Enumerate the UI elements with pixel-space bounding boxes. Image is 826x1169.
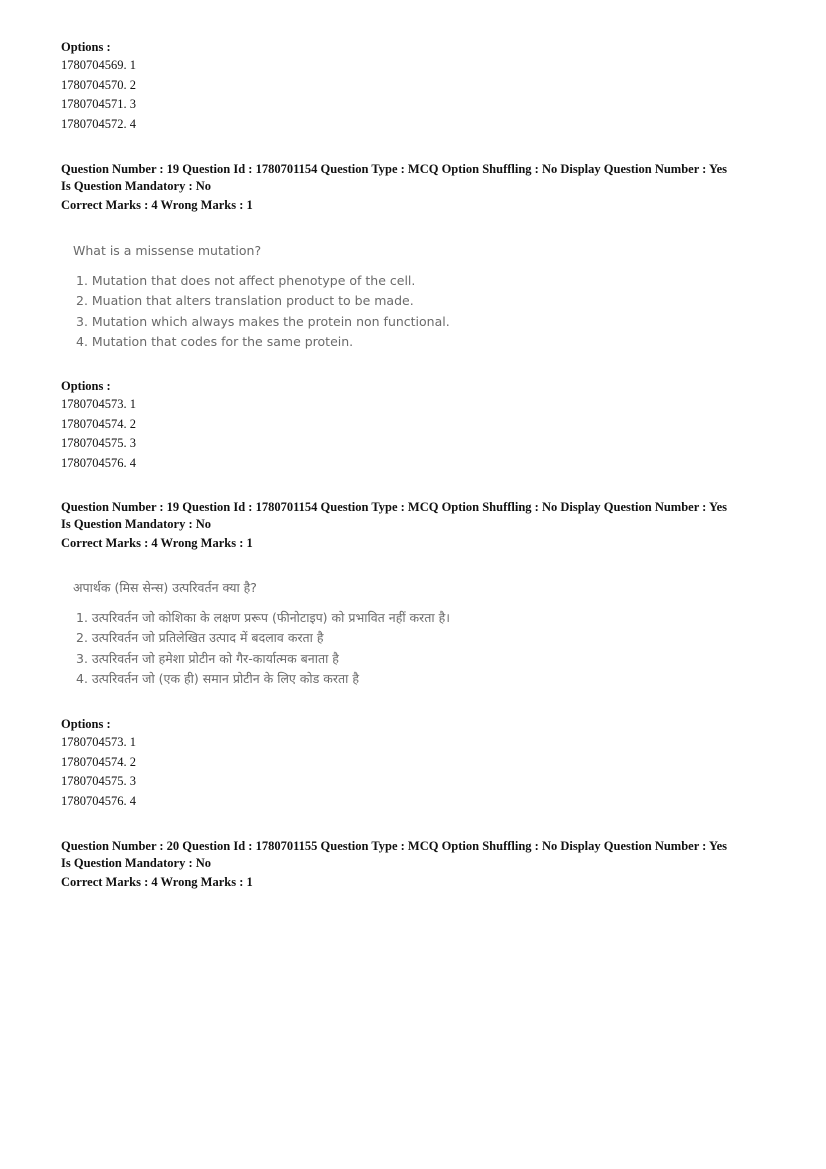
choice-item: 1. उत्परिवर्तन जो कोशिका के लक्षण प्ररूप (फीनोटाइप) को प्रभावित नहीं करता है।: [76, 610, 450, 625]
question-meta-q19-hi: [61, 499, 781, 552]
choice-list: [73, 271, 450, 352]
mandatory-line: Is Question Mandatory : No: [61, 516, 212, 531]
marks-line: Correct Marks : 4 Wrong Marks : 1: [61, 535, 253, 550]
mandatory-line: Is Question Mandatory : No: [61, 855, 212, 870]
choice-item: 2. उत्परिवर्तन जो प्रतिलेखित उत्पाद में बदलाव करता है: [76, 630, 324, 646]
question-meta-q20: [61, 838, 781, 891]
option-item-4: 1780704572. 4: [61, 116, 136, 131]
option-item-2: 1780704574. 2: [61, 416, 136, 431]
choice-item: 3. उत्परिवर्तन जो हमेशा प्रोटीन को गैर-कार्यात्मक बनाता है: [76, 650, 339, 666]
choice-item: 2. Muation that alters translation product to be made.: [76, 293, 414, 309]
question-meta-line: Question Number : 19 Question Id : 1780701154 Question Type : MCQ Option Shuffling : No Display Question Number : Yes: [61, 500, 728, 514]
options-block-q18: [61, 38, 136, 134]
option-item-2: 1780704574. 2: [61, 754, 136, 769]
option-item-4: 1780704576. 4: [61, 793, 136, 808]
choice-item: 1. Mutation that does not affect phenotype of the cell.: [76, 273, 416, 288]
mandatory-line: Is Question Mandatory : No: [61, 178, 212, 193]
option-item-3: 1780704571. 3: [61, 97, 136, 112]
question-text: अपार्थक (मिस सेन्स) उत्परिवर्तन क्या है?: [73, 580, 257, 595]
choice-item: 4. Mutation that codes for the same protein.: [76, 333, 354, 349]
option-item-4: 1780704576. 4: [61, 455, 136, 470]
options-label: Options :: [61, 40, 111, 54]
question-image-q19-en: [73, 241, 450, 352]
marks-line: Correct Marks : 4 Wrong Marks : 1: [61, 874, 253, 889]
options-label: Options :: [61, 379, 111, 393]
question-text: What is a missense mutation?: [73, 243, 262, 258]
choice-list: [73, 608, 450, 689]
options-block-q19-hi: [61, 715, 136, 811]
choice-item: 3. Mutation which always makes the protein non functional.: [76, 313, 450, 329]
option-item-1: 1780704569. 1: [61, 58, 136, 72]
question-meta-q19-en: [61, 161, 781, 214]
option-item-1: 1780704573. 1: [61, 397, 136, 411]
question-image-q19-hi: [73, 578, 450, 689]
option-item-2: 1780704570. 2: [61, 77, 136, 92]
options-block-q19-en: [61, 377, 136, 473]
question-meta-line: Question Number : 19 Question Id : 1780701154 Question Type : MCQ Option Shuffling : No Display Question Number : Yes: [61, 162, 728, 176]
options-label: Options :: [61, 717, 111, 731]
option-item-3: 1780704575. 3: [61, 436, 136, 451]
marks-line: Correct Marks : 4 Wrong Marks : 1: [61, 197, 253, 212]
choice-item: 4. उत्परिवर्तन जो (एक ही) समान प्रोटीन के लिए कोड करता है: [76, 670, 359, 686]
question-meta-line: Question Number : 20 Question Id : 1780701155 Question Type : MCQ Option Shuffling : No Display Question Number : Yes: [61, 839, 728, 853]
option-item-1: 1780704573. 1: [61, 735, 136, 749]
option-item-3: 1780704575. 3: [61, 774, 136, 789]
